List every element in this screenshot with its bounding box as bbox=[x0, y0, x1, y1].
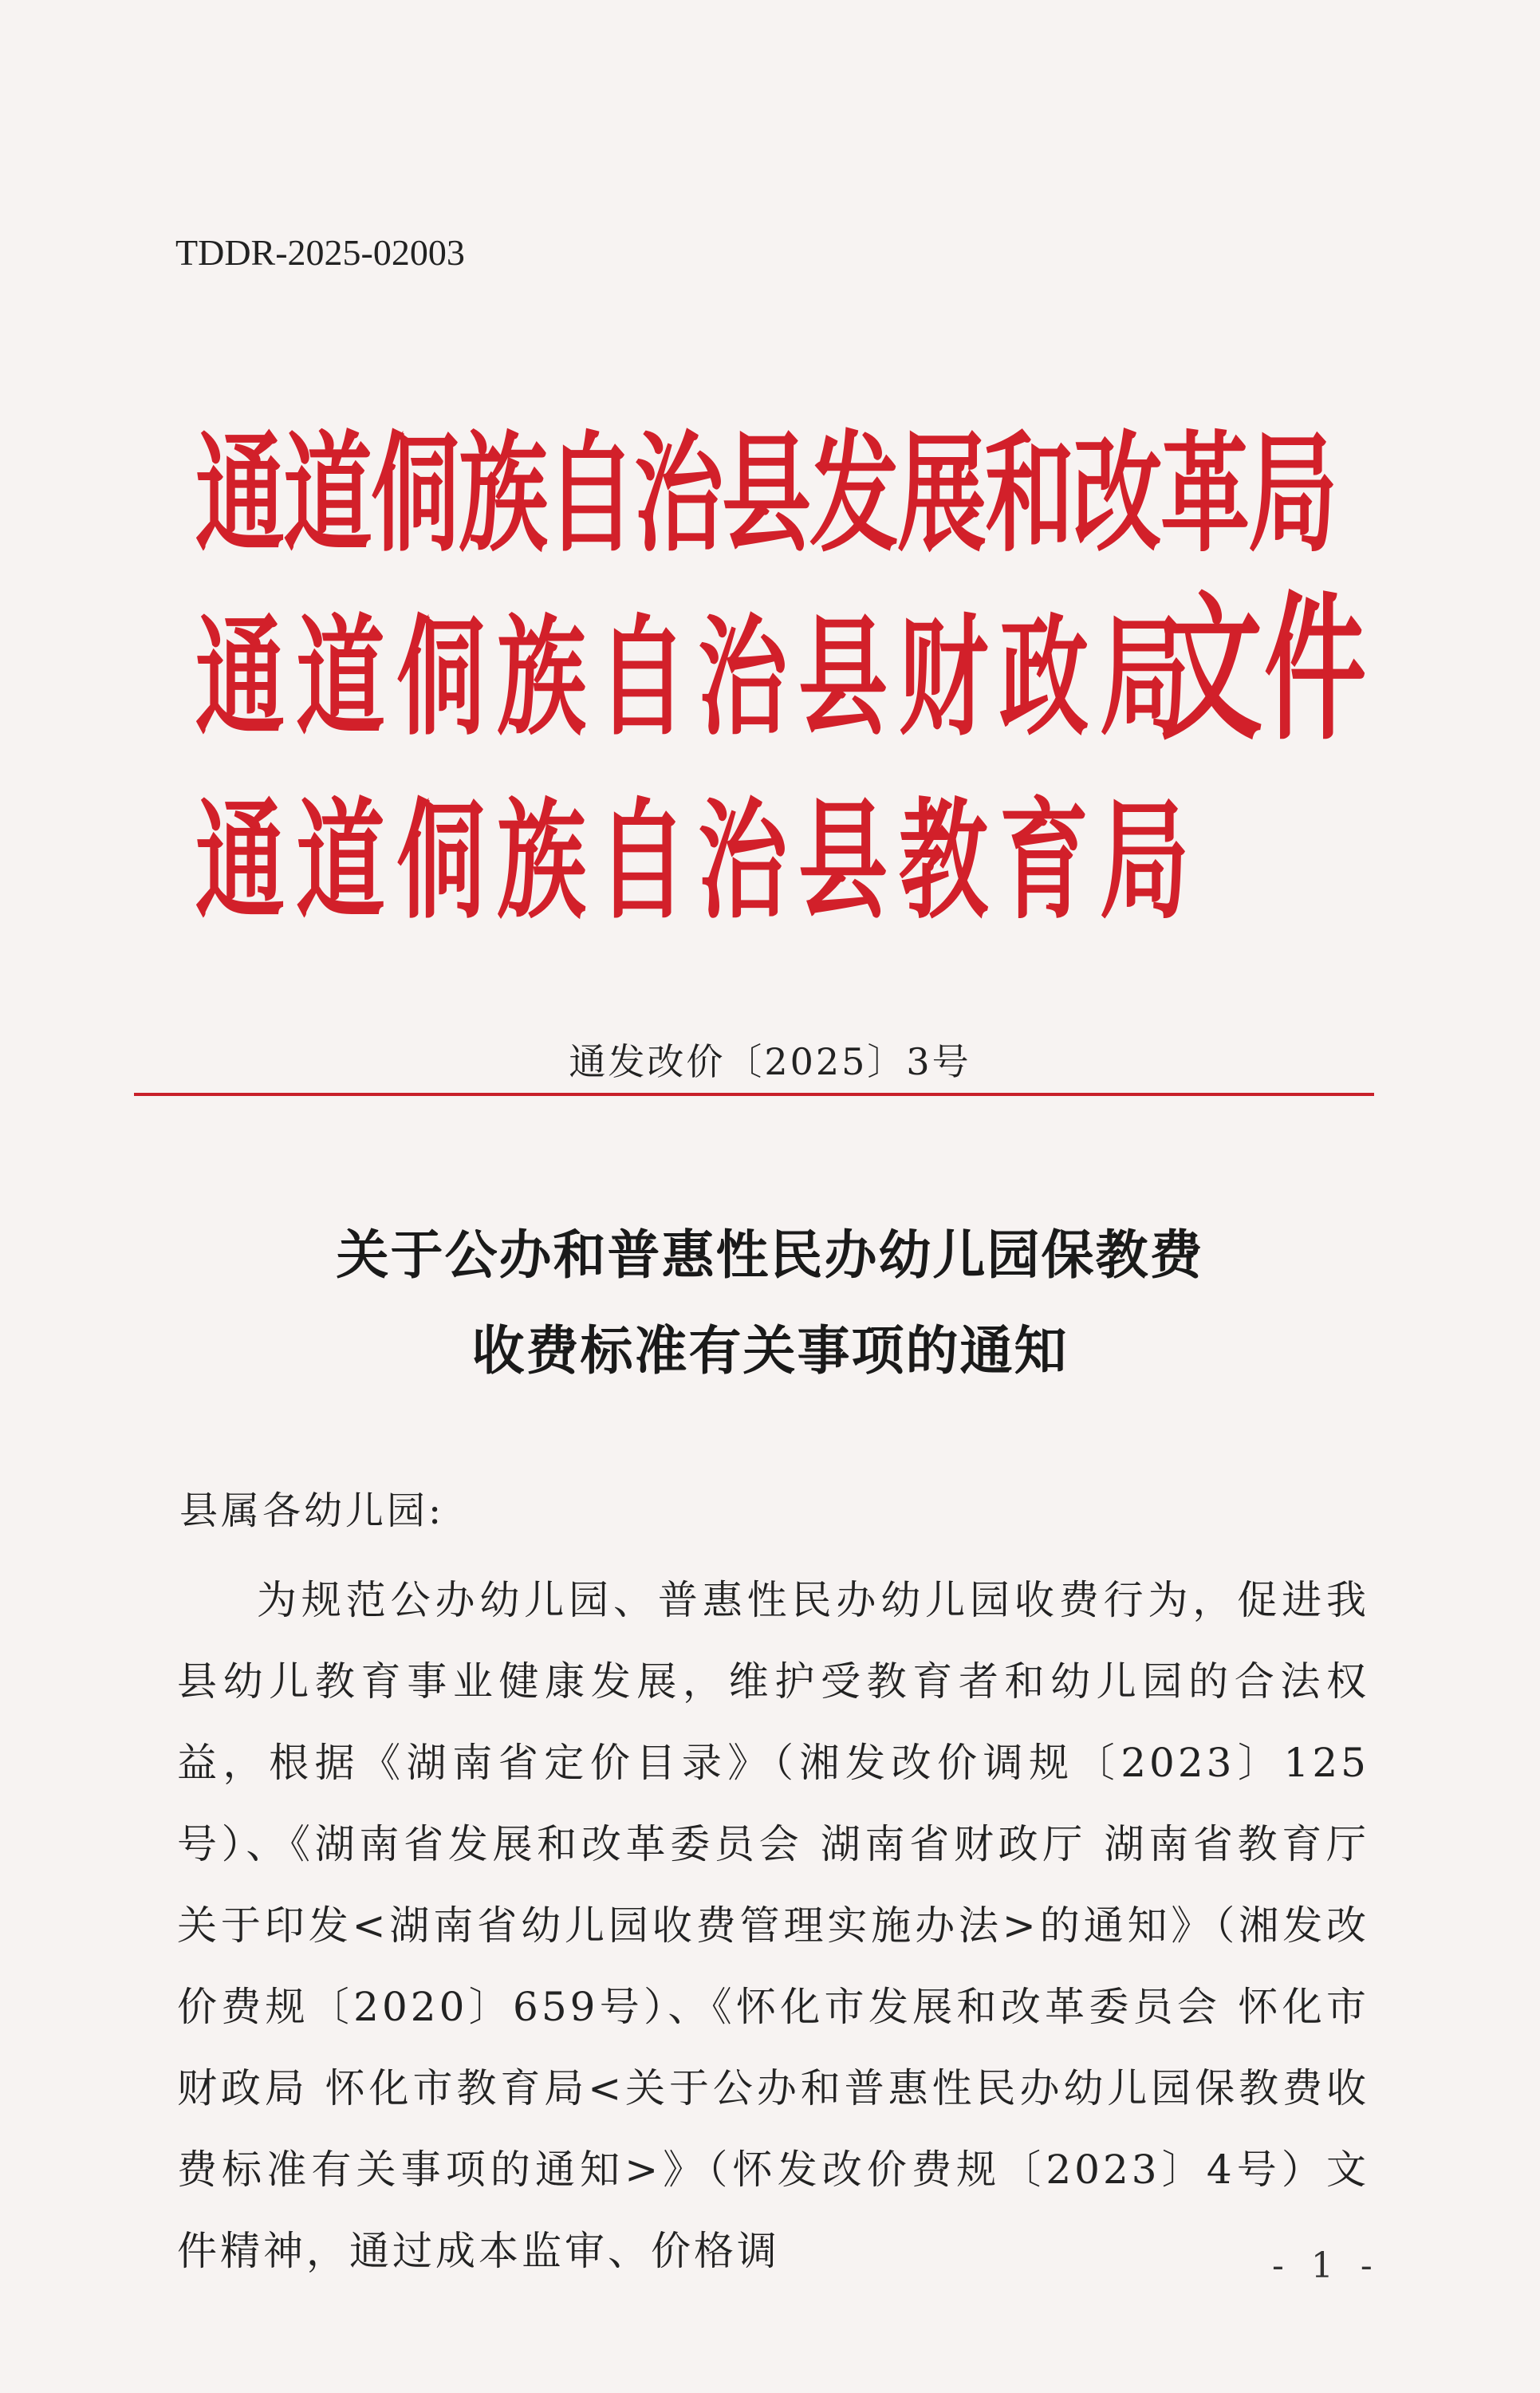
issuer-finance-bureau: 通道侗族自治县财政局 bbox=[195, 603, 1200, 754]
issuer-development-reform-bureau: 通道侗族自治县发展和改革局 bbox=[195, 420, 1336, 570]
red-divider-rule bbox=[134, 1093, 1374, 1096]
document-suffix: 文件 bbox=[1160, 578, 1369, 763]
issuer-education-bureau: 通道侗族自治县教育局 bbox=[195, 786, 1200, 937]
body-paragraph: 为规范公办幼儿园、普惠性民办幼儿园收费行为，促进我县幼儿教育事业健康发展，维护受教育者和幼儿园的合法权益，根据《湖南省定价目录》（湘发改价调规〔2023〕125号）、《湖南省发展和改革委员会 湖南省财政厅 湖南省教育厅关于印发<湖南省幼儿园收费管理实施办法>的通知》（湘发改价费规〔2020〕659号）、《怀化市发展和改革委员会 怀化市财政局 怀化市教育局<关于公办和普惠性民办幼儿园保教费收费标准有关事项的通知>》（怀发改价费规〔2023〕4号）文件精神，通过成本监审、价格调 bbox=[177, 1577, 1369, 2274]
document-code: TDDR-2025-02003 bbox=[175, 232, 465, 273]
notice-title-line-1: 关于公办和普惠性民办幼儿园保教费 bbox=[336, 1224, 1204, 1286]
document-number: 通发改价〔2025〕3号 bbox=[569, 1040, 971, 1083]
page-number: - 1 - bbox=[1272, 2245, 1380, 2286]
notice-title-line-2: 收费标准有关事项的通知 bbox=[471, 1320, 1069, 1382]
addressee: 县属各幼儿园: bbox=[179, 1488, 445, 1533]
